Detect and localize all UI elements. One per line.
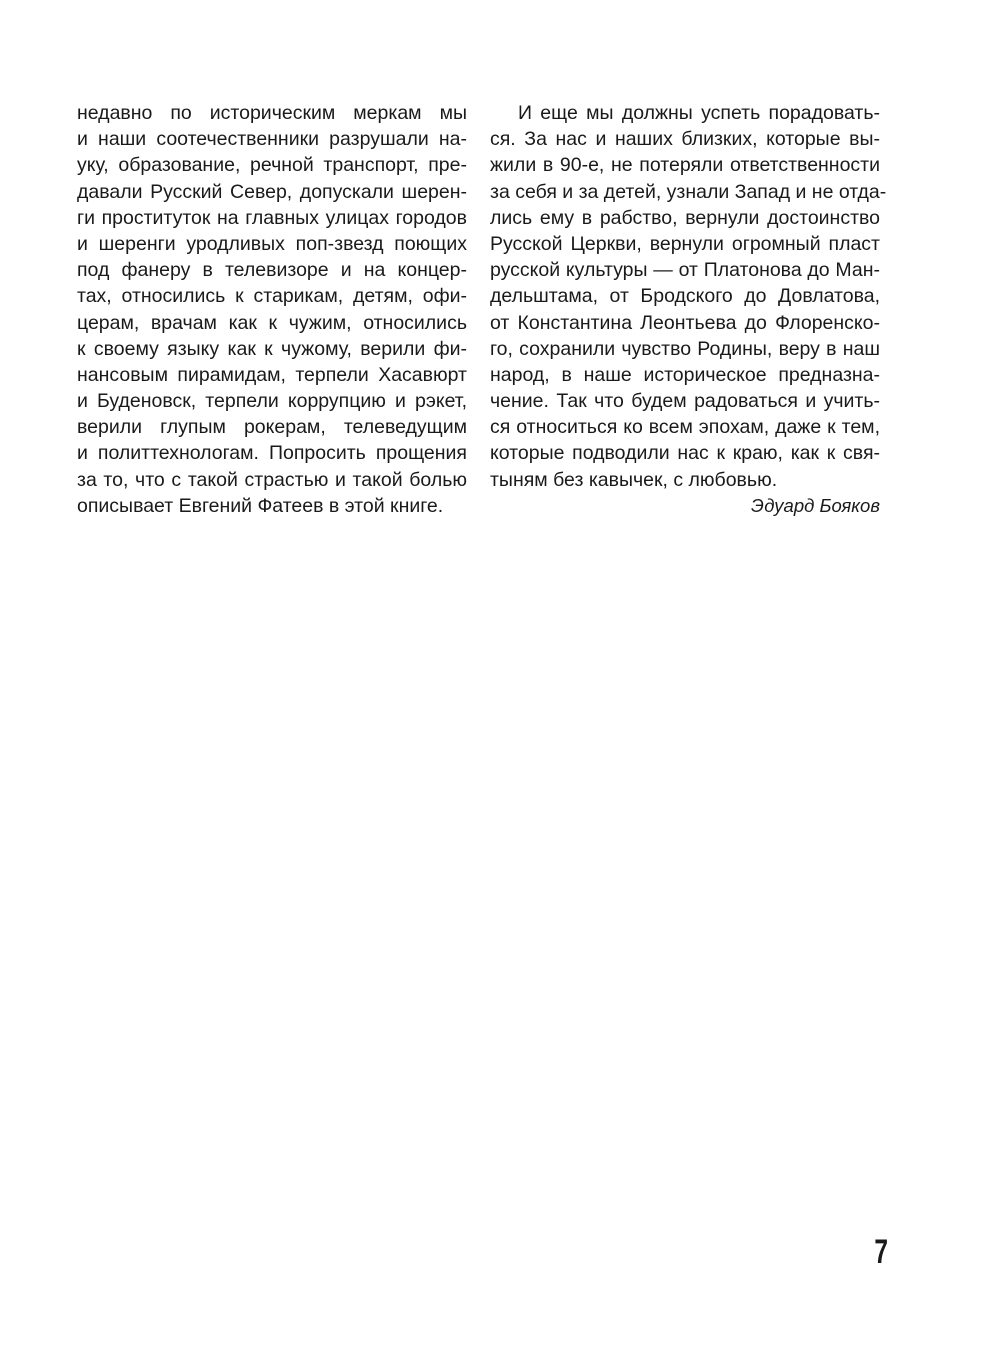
text-line: го, сохранили чувство Родины, веру в наш — [490, 337, 880, 360]
author-signature: Эдуард Бояков — [751, 494, 880, 516]
text-line: ся. За нас и наших близких, которые вы- — [490, 128, 880, 151]
text-line: давали Русский Север, допускали шерен- — [77, 180, 467, 203]
text-line: уку, образование, речной транспорт, пре- — [77, 154, 467, 177]
text-line: за то, что с такой страстью и такой болью — [77, 468, 467, 491]
text-line: дельштама, от Бродского до Довлатова, — [490, 285, 880, 308]
text-line: Русской Церкви, вернули огромный пласт — [490, 232, 880, 255]
text-line: описывает Евгений Фатеев в этой книге. — [77, 494, 444, 517]
text-line: за себя и за детей, узнали Запад и не отда- — [490, 180, 887, 203]
text-line: церам, врачам как к чужим, относились — [77, 311, 467, 334]
text-line: к своему языку как к чужому, верили фи- — [77, 337, 467, 360]
left-text-column — [77, 100, 467, 519]
text-line: и Буденовск, терпели коррупцию и рэкет, — [77, 390, 467, 413]
text-line: тыням без кавычек, с любовью. — [490, 468, 778, 491]
text-line: чение. Так что будем радоваться и учить- — [490, 390, 880, 413]
text-line: нансовым пирамидам, терпели Хасавюрт — [77, 363, 467, 386]
text-line: тах, относились к старикам, детям, офи- — [77, 285, 467, 308]
text-line: недавно по историческим меркам мы — [77, 102, 467, 124]
text-line: ги проституток на главных улицах городов — [77, 206, 467, 229]
text-line: верили глупым рокерам, телеведущим — [77, 416, 467, 439]
page-number: 7 — [874, 1233, 888, 1271]
text-line: которые подводили нас к краю, как к свя- — [490, 442, 880, 465]
text-line: И еще мы должны успеть порадовать- — [518, 102, 880, 124]
text-line: и наши соотечественники разрушали на- — [77, 128, 467, 151]
text-line: жили в 90-е, не потеряли ответственности — [490, 154, 880, 177]
text-line: и политтехнологам. Попросить прощения — [77, 442, 467, 465]
right-text-column — [490, 100, 887, 519]
text-line: и шеренги уродливых поп-звезд поющих — [77, 232, 467, 255]
text-line: ся относиться ко всем эпохам, даже к тем, — [490, 416, 880, 439]
text-line: русской культуры — от Платонова до Ман- — [490, 259, 880, 282]
text-line: от Константина Леонтьева до Флоренско- — [490, 311, 880, 334]
text-line: лись ему в рабство, вернули достоинство — [490, 206, 880, 229]
text-line: под фанеру в телевизоре и на концер- — [77, 259, 467, 282]
text-line: народ, в наше историческое предназна- — [490, 363, 880, 386]
